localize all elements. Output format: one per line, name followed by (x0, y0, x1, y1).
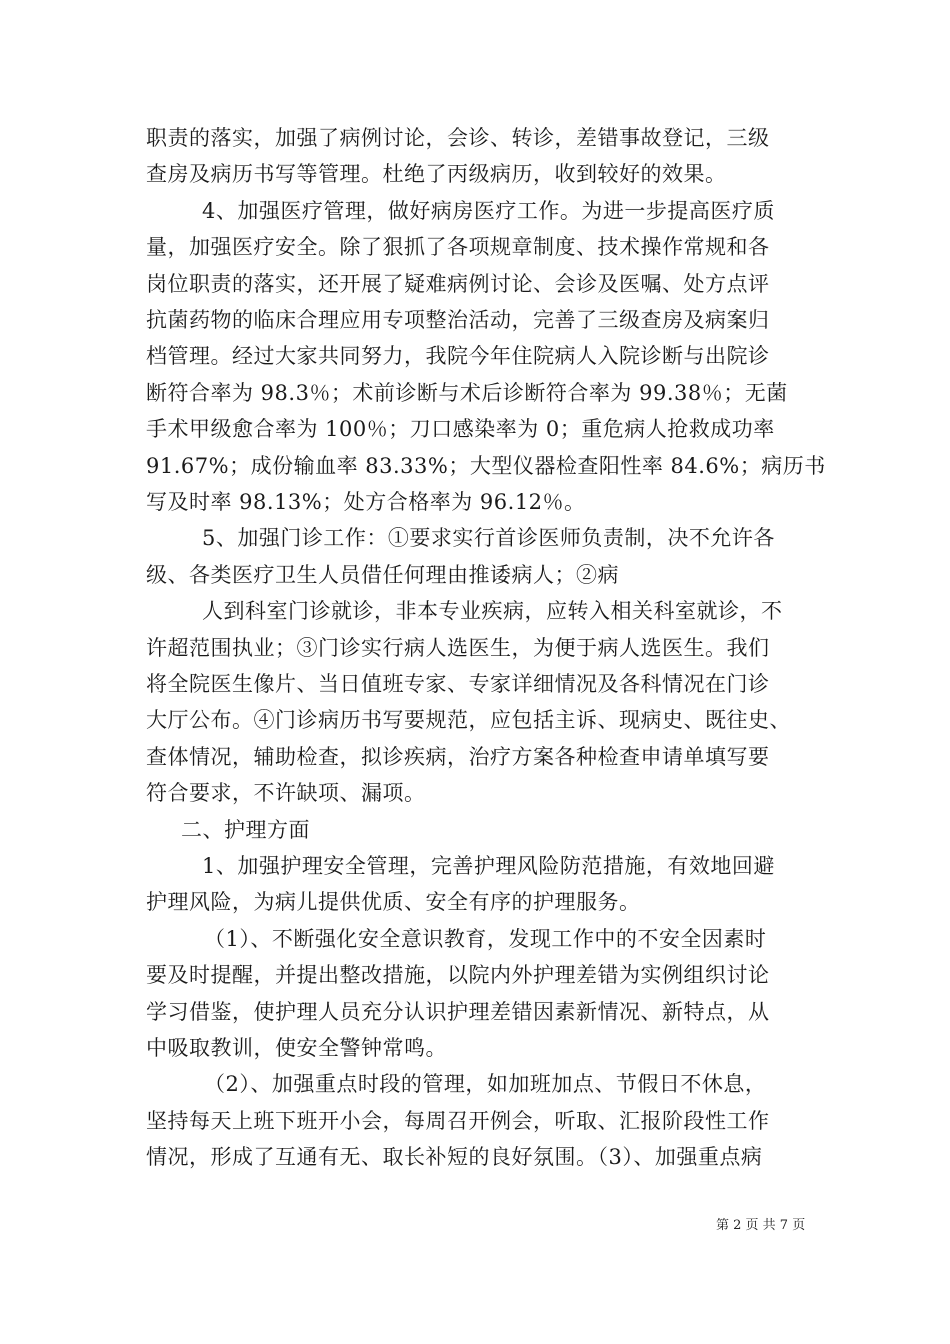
text-line: 要及时提醒，并提出整改措施，以院内外护理差错为实例组织讨论 (146, 963, 770, 987)
text-line: 断符合率为 98.3％；术前诊断与术后诊断符合率为 99.38％；无菌 (146, 381, 788, 405)
text-line: 中吸取教训，使安全警钟常鸣。 (146, 1036, 447, 1060)
text-line: 查房及病历书写等管理。杜绝了丙级病历，收到较好的效果。 (146, 162, 727, 186)
text-line: 职责的落实，加强了病例讨论，会诊、转诊，差错事故登记，三级 (146, 126, 770, 150)
text-line: 许超范围执业；③门诊实行病人选医生，为便于病人选医生。我们 (146, 636, 770, 660)
text-line: （1）、不断强化安全意识教育，发现工作中的不安全因素时 (204, 927, 767, 951)
text-line: 级、各类医疗卫生人员借任何理由推诿病人；②病 (146, 563, 619, 587)
text-line: 抗菌药物的临床合理应用专项整治活动，完善了三级查房及病案归 (146, 308, 770, 332)
text-line: 坚持每天上班下班开小会，每周召开例会，听取、汇报阶段性工作 (146, 1109, 770, 1133)
text-line: 写及时率 98.13%；处方合格率为 96.12％。 (146, 490, 586, 514)
text-line: 符合要求，不许缺项、漏项。 (146, 781, 426, 805)
text-line: 岗位职责的落实，还开展了疑难病例讨论、会诊及医嘱、处方点评 (146, 272, 770, 296)
text-line: 量，加强医疗安全。除了狠抓了各项规章制度、技术操作常规和各 (146, 235, 770, 259)
text-line: 查体情况，辅助检查，拟诊疾病，治疗方案各种检查申请单填写要 (146, 745, 770, 769)
text-line: 档管理。经过大家共同努力，我院今年住院病人入院诊断与出院诊 (146, 344, 770, 368)
text-line: 学习借鉴，使护理人员充分认识护理差错因素新情况、新特点，从 (146, 1000, 770, 1024)
page-number: 第 2 页 共 7 页 (716, 1218, 806, 1233)
text-line: 人到科室门诊就诊，非本专业疾病，应转入相关科室就诊，不 (202, 599, 783, 623)
text-line: 1、加强护理安全管理，完善护理风险防范措施，有效地回避 (202, 854, 775, 878)
section-heading: 二、护理方面 (181, 818, 310, 842)
text-line: 手术甲级愈合率为 100％；刀口感染率为 0；重危病人抢救成功率 (146, 417, 775, 441)
text-line: 91.67%；成份输血率 83.33%；大型仪器检查阳性率 84.6%；病历书 (146, 454, 826, 478)
text-line: 将全院医生像片、当日值班专家、专家详细情况及各科情况在门诊 (146, 672, 770, 696)
text-line: 4、加强医疗管理，做好病房医疗工作。为进一步提高医疗质 (202, 199, 775, 223)
text-line: 情况，形成了互通有无、取长补短的良好氛围。（3）、加强重点病 (146, 1145, 763, 1169)
text-line: 5、加强门诊工作：①要求实行首诊医师负责制，决不允许各 (202, 526, 775, 550)
text-line: （2）、加强重点时段的管理，如加班加点、节假日不休息， (204, 1072, 767, 1096)
text-line: 护理风险，为病儿提供优质、安全有序的护理服务。 (146, 890, 641, 914)
text-line: 大厅公布。④门诊病历书写要规范，应包括主诉、现病史、既往史、 (146, 708, 791, 732)
